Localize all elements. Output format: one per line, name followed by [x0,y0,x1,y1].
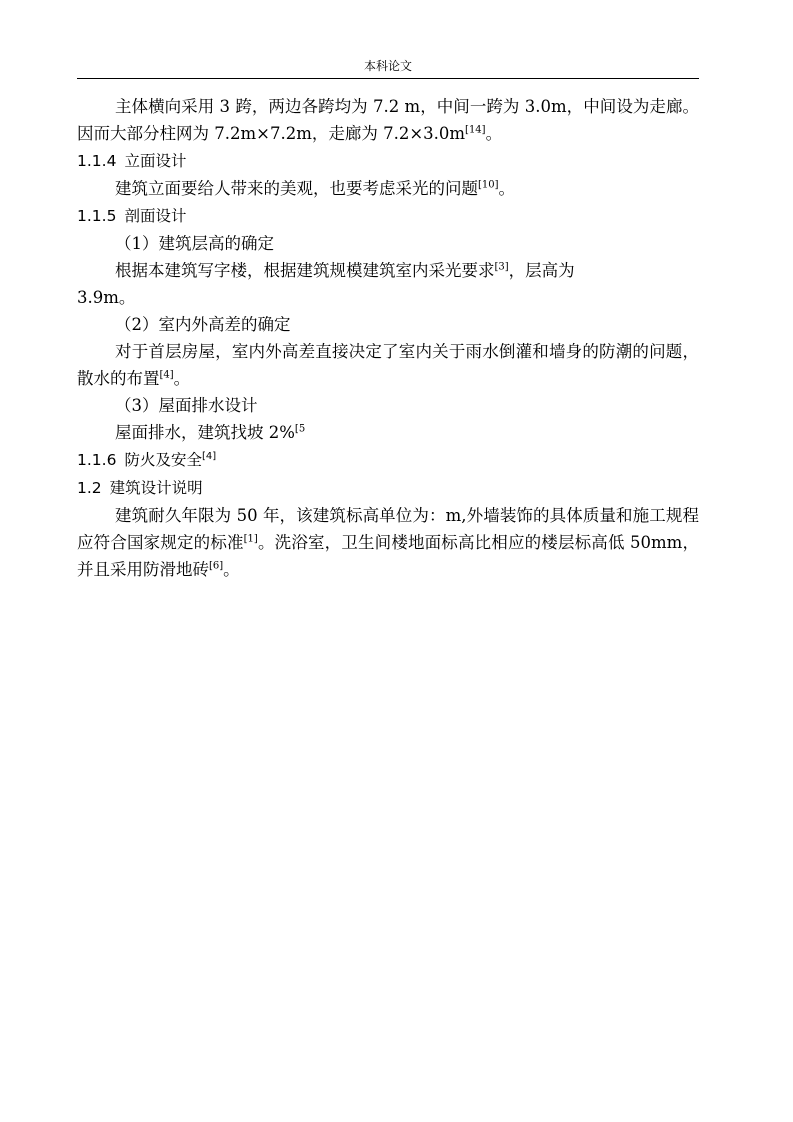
citation-ref: [4] [159,369,174,381]
document-body [77,93,699,583]
citation-ref: [1] [243,533,258,545]
citation-ref: [10] [478,179,499,191]
header-title: 本科论文 [363,59,412,73]
section-heading-1-2: 1.2 建筑设计说明 [77,479,203,497]
subheading-floor-height: （1）建筑层高的确定 [115,234,274,253]
citation-ref: [3] [494,261,509,273]
paragraph-roof-drainage: 屋面排水，建筑找坡 2%$^{[5}$ [115,423,306,442]
page-header [77,58,699,79]
citation-ref: [5 [294,423,306,435]
section-heading-1-1-4: 1.1.4 立面设计 [77,152,187,170]
paragraph-floor-height-cont: 3.9m。 [77,288,136,307]
section-heading-1-1-5: 1.1.5 剖面设计 [77,207,187,225]
subheading-roof-drainage: （3）屋面排水设计 [115,396,258,415]
paragraph-floor-height: 根据本建筑写字楼，根据建筑规模建筑室内采光要求[3]，层高为 [115,261,575,280]
paragraph-indoor-outdoor: 对于首层房屋，室内外高差直接决定了室内关于雨水倒灌和墙身的防潮的问题，散水的布置[4]。 [77,342,699,388]
subheading-indoor-outdoor: （2）室内外高差的确定 [115,315,291,334]
citation-ref: [14] [465,124,486,136]
citation-ref: [4] [201,450,217,462]
section-heading-1-1-6: 1.1.6 防火及安全[4] [77,450,217,469]
paragraph-span-layout: 主体横向采用 3 跨，两边各跨均为 7.2 m，中间一跨为 3.0m，中间设为走廊。因而大部分柱网为 7.2m×7.2m，走廊为 7.2×3.0m[14]。 [77,97,699,143]
paragraph-design-notes: 建筑耐久年限为 50 年，该建筑标高单位为：m,外墙装饰的具体质量和施工规程应符合国家规定的标准[1]。洗浴室，卫生间楼地面标高比相应的楼层标高低 50mm，并且采用防滑地砖[6]。 [77,506,699,579]
paragraph-facade: 建筑立面要给人带来的美观，也要考虑采光的问题[10]。 [115,179,516,198]
citation-ref: [6] [209,560,224,572]
